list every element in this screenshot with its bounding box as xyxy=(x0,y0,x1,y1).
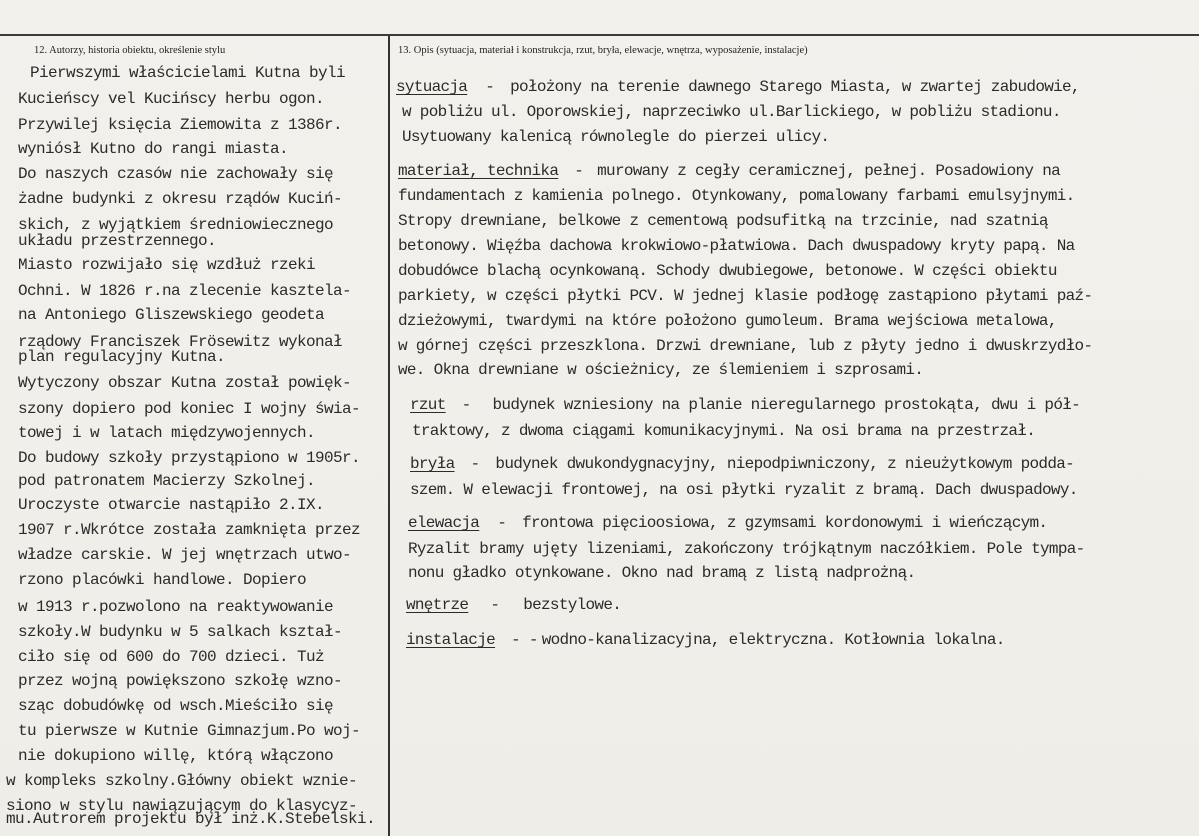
history-line: Do budowy szkoły przystąpiono w 1905r. xyxy=(18,449,361,467)
section-line: w górnej części przeszklona. Drzwi drewniane, lub z płyty jedno i dwuskrzydło- xyxy=(398,337,1093,355)
history-line: rzono placówki handlowe. Dopiero xyxy=(18,571,307,589)
history-line: skich, z wyjątkiem średniowiecznego xyxy=(18,216,334,234)
history-line: mu.Autrorem projektu był inż.K.Stebelski. xyxy=(6,810,376,828)
history-line: plan regulacyjny Kutna. xyxy=(18,348,226,366)
section-line: dzieżowymi, twardymi na które położono gumoleum. Brama wejściowa metalowa, xyxy=(398,312,1057,330)
section-elewacja-first-line xyxy=(408,514,1047,532)
history-line: pod patronatem Macierzy Szkolnej. xyxy=(18,472,316,490)
section-line: dobudówce blachą ocynkowaną. Schody dwubiegowe, betonowe. W części obiektu xyxy=(398,262,1057,280)
section-line: budynek wzniesiony na planie nieregularnego prostokąta, dwu i pół- xyxy=(492,396,1081,414)
history-line: towej i w latach międzywojennych. xyxy=(18,424,316,442)
history-line: Kucieńscy vel Kucińscy herbu ogon. xyxy=(18,90,325,108)
history-line: układu przestrzennego. xyxy=(18,232,217,250)
section-line: budynek dwukondygnacyjny, niepodpiwniczony, z nieużytkowym podda- xyxy=(495,455,1075,473)
history-line: Ochni. W 1826 r.na zlecenie kasztela- xyxy=(18,282,352,300)
section-line: Stropy drewniane, belkowe z cementową podsufitką na trzcinie, nad szatnią xyxy=(398,212,1048,230)
history-line: ciło się od 600 do 700 dzieci. Tuż xyxy=(18,648,325,666)
history-line: rządowy Franciszek Frösewitz wykonał xyxy=(18,333,343,351)
section-dash: - xyxy=(470,455,480,473)
history-line: siono w stylu nawiązującym do klasycyz- xyxy=(6,797,358,815)
section-line: we. Okna drewniane w ościeżnicy, ze ślemieniem i szprosami. xyxy=(398,361,924,379)
history-line: Uroczyste otwarcie nastąpiło 2.IX. xyxy=(18,496,325,514)
history-line: żadne budynki z okresu rządów Kuciń- xyxy=(18,190,343,208)
section-material-first-line xyxy=(398,162,1060,180)
section-line: betonowy. Więźba dachowa krokwiowo-płatwiowa. Dach dwuspadowy kryty papą. Na xyxy=(398,237,1075,255)
history-line: nie dokupiono willę, którą włączono xyxy=(18,747,334,765)
history-line: przez wojną powiększono szkołę wzno- xyxy=(18,672,343,690)
section-line: murowany z cegły ceramicznej, pełnej. Posadowiony na xyxy=(597,162,1061,180)
history-line: w 1913 r.pozwolono na reaktywowanie xyxy=(18,598,334,616)
section-dash: - - xyxy=(511,631,538,649)
section-line: w pobliżu ul. Oporowskiej, naprzeciwko ul.Barlickiego, w pobliżu stadionu. xyxy=(402,103,1061,121)
history-line: Przywilej księcia Ziemowita z 1386r. xyxy=(18,116,343,134)
section-sytuacja-first-line xyxy=(396,78,1080,96)
term-wnetrze: wnętrze xyxy=(406,596,469,614)
history-line: władze carskie. W jej wnętrzach utwo- xyxy=(18,546,352,564)
section-line: Usytuowany kalenicą równolegle do pierzei ulicy. xyxy=(402,128,830,146)
term-instalacje: instalacje xyxy=(406,631,496,649)
history-line: 1907 r.Wkrótce została zamknięta przez xyxy=(18,521,361,539)
term-bryla: bryła xyxy=(410,455,455,473)
term-rzut: rzut xyxy=(410,396,446,414)
section-line: bezstylowe. xyxy=(523,596,622,614)
section-bryla-first-line xyxy=(410,455,1074,473)
history-line: szony dopiero pod koniec I wojny świa- xyxy=(18,400,361,418)
history-line: wyniósł Kutno do rangi miasta. xyxy=(18,140,289,158)
section-line: fundamentach z kamienia polnego. Otynkowany, pomalowany farbami emulsyjnymi. xyxy=(398,187,1075,205)
history-line: Miasto rozwijało się wzdłuż rzeki xyxy=(18,256,316,274)
term-sytuacja: sytuacja xyxy=(396,78,468,96)
section-line: traktowy, z dwoma ciągami komunikacyjnymi. Na osi brama na przestrzał. xyxy=(412,422,1036,440)
history-line: tu pierwsze w Kutnie Gimnazjum.Po woj- xyxy=(18,722,361,740)
history-line: w kompleks szkolny.Główny obiekt wznie- xyxy=(6,772,358,790)
section-line: szem. W elewacji frontowej, na osi płytki ryzalit z bramą. Dach dwuspadowy. xyxy=(410,481,1078,499)
term-material-technika: materiał, technika xyxy=(398,162,559,180)
term-elewacja: elewacja xyxy=(408,514,480,532)
history-line: na Antoniego Gliszewskiego geodeta xyxy=(18,306,325,324)
history-line: Pierwszymi właścicielami Kutna byli xyxy=(30,64,346,82)
history-line: szkoły.W budynku w 5 salkach kształ- xyxy=(18,623,343,641)
history-line: sząc dobudówkę od wsch.Mieściło się xyxy=(18,697,334,715)
section-dash: - xyxy=(490,596,500,614)
section-line: wodno-kanalizacyjna, elektryczna. Kotłownia lokalna. xyxy=(541,631,1005,649)
section-dash: - xyxy=(497,514,507,532)
section-instalacje-first-line xyxy=(406,631,1005,649)
left-column-header: 12. Autorzy, historia obiektu, określenie stylu xyxy=(34,45,226,56)
section-wnetrze-first-line xyxy=(406,596,621,614)
history-line: Wytyczony obszar Kutna został powięk- xyxy=(18,374,352,392)
section-dash: - xyxy=(461,396,471,414)
section-line: Ryzalit bramy ujęty lizeniami, zakończony trójkątnym naczółkiem. Pole tympa- xyxy=(408,540,1085,558)
history-line: Do naszych czasów nie zachowały się xyxy=(18,165,334,183)
section-rzut-first-line xyxy=(410,396,1080,414)
section-dash: - xyxy=(574,162,584,180)
section-line: nonu gładko otynkowane. Okno nad bramą z listą nadprożną. xyxy=(408,564,916,582)
section-line: frontowa pięcioosiowa, z gzymsami kordonowymi i wieńczącym. xyxy=(522,514,1048,532)
section-dash: - xyxy=(485,78,495,96)
section-line: parkiety, w części płytki PCV. W jednej klasie podłogę zastąpiono płytami paź- xyxy=(398,287,1093,305)
section-line: położony na terenie dawnego Starego Miasta, w zwartej zabudowie, xyxy=(510,78,1080,96)
right-column-header: 13. Opis (sytuacja, materiał i konstrukcja, rzut, bryła, elewacje, wnętrza, wyposażenie, instalacje) xyxy=(398,45,808,56)
